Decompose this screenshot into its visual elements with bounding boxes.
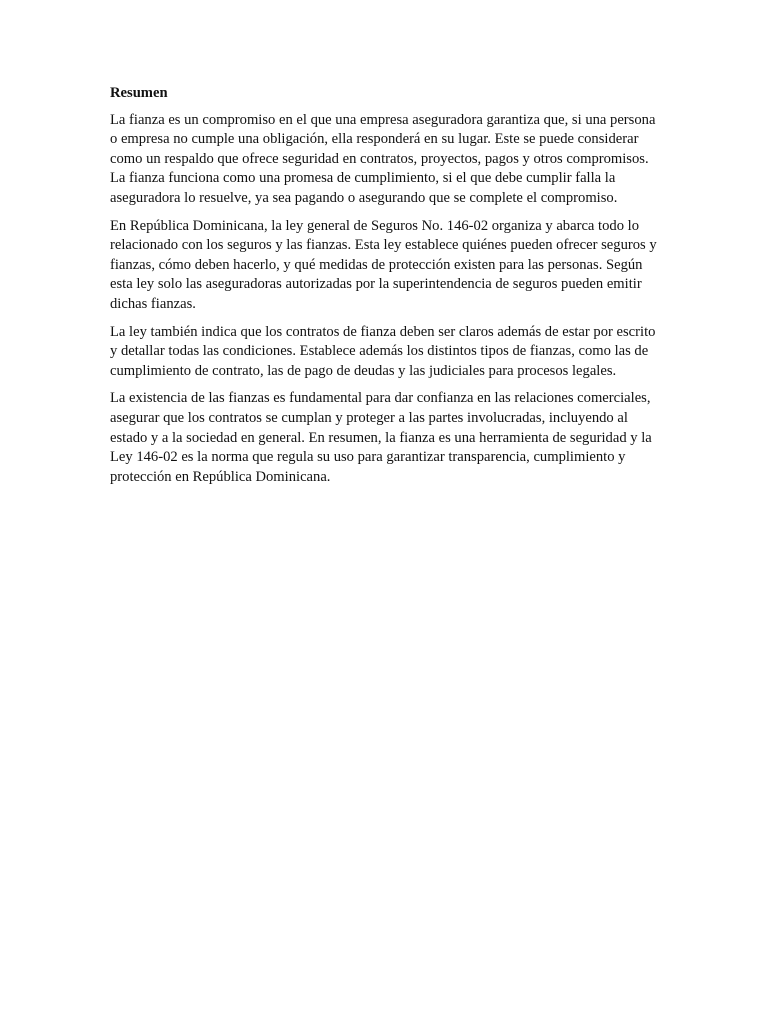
paragraph-4: La existencia de las fianzas es fundamental para dar confianza en las relaciones comerciales, asegurar que los contratos se cumplan y proteger a las partes involucradas, incluyendo al estado y a la sociedad en general. En resumen, la fianza es una herramienta de seguridad y la Ley 146-02 es la norma que regula su uso para garantizar transparencia, cumplimiento y protección en República Dominicana. [110, 390, 652, 485]
document-body [110, 84, 660, 495]
paragraph-3: La ley también indica que los contratos de fianza deben ser claros además de estar por escrito y detallar todas las condiciones. Establece además los distintos tipos de fianzas, como las de cumplimiento de contrato, las de pago de deudas y las judiciales para procesos legales. [110, 323, 656, 379]
document-title: Resumen [110, 85, 168, 101]
paragraph-1: La fianza es un compromiso en el que una empresa aseguradora garantiza que, si una persona o empresa no cumple una obligación, ella responderá en su lugar. Este se puede considerar como un respaldo que ofrece seguridad en contratos, proyectos, pagos y otros compromisos. La fianza funciona como una promesa de cumplimiento, si el que debe cumplir falla la aseguradora lo resuelve, ya sea pagando o asegurando que se complete el compromiso. [110, 111, 656, 206]
paragraph-2: En República Dominicana, la ley general de Seguros No. 146-02 organiza y abarca todo lo relacionado con los seguros y las fianzas. Esta ley establece quiénes pueden ofrecer seguros y fianzas, cómo deben hacerlo, y qué medidas de protección existen para las personas. Según esta ley solo las aseguradoras autorizadas por la superintendencia de seguros pueden emitir dichas fianzas. [110, 217, 657, 312]
